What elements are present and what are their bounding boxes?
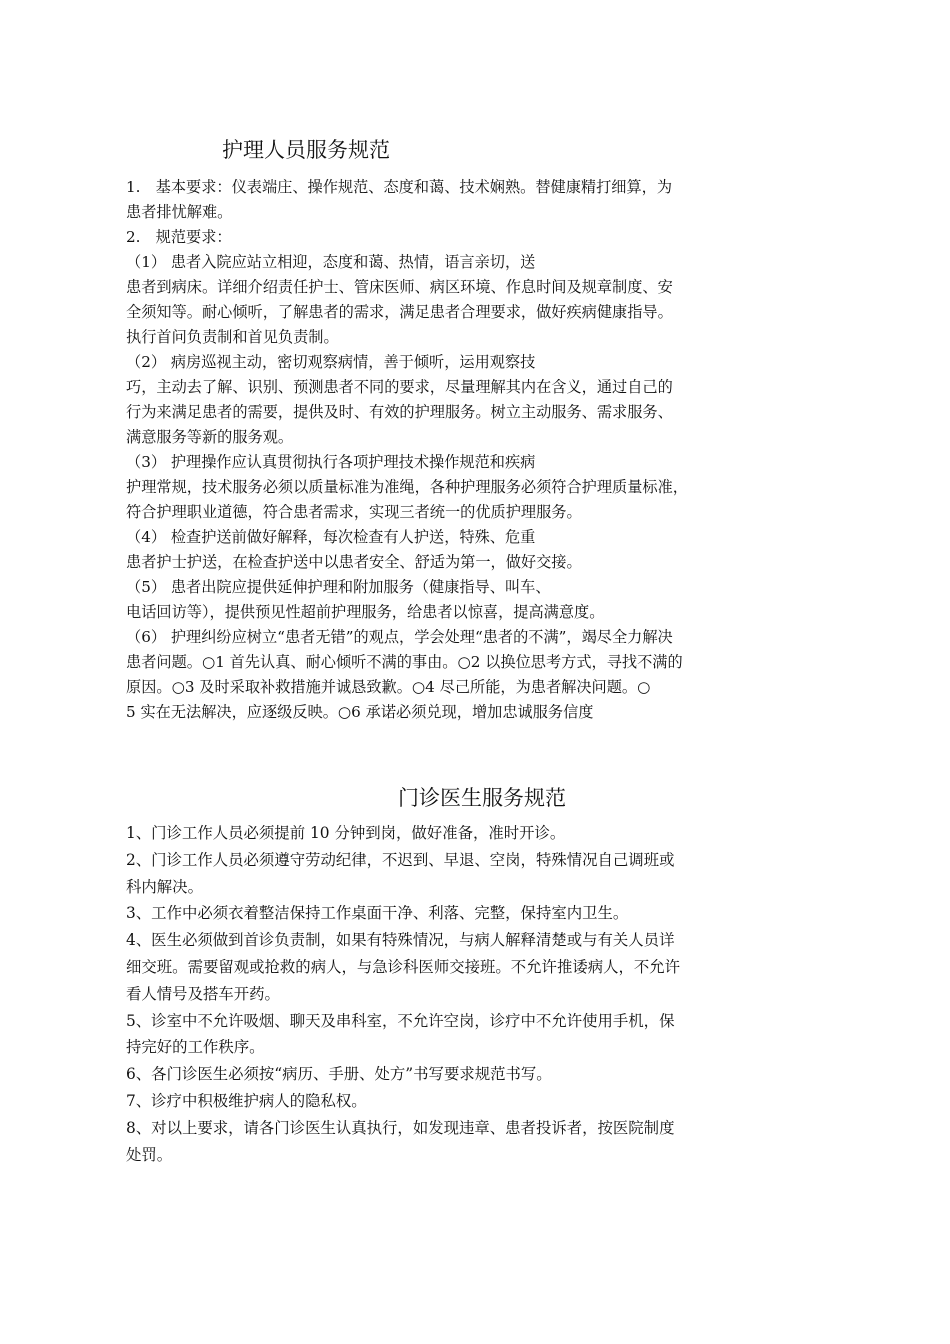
text-line: 满意服务等新的服务观。 [126, 428, 294, 446]
text-line: 2、门诊工作人员必须遵守劳动纪律，不迟到、早退、空岗，特殊情况自己调班或 [126, 850, 675, 869]
text-line: 5、诊室中不允许吸烟、聊天及串科室，不允许空岗，诊疗中不允许使用手机，保 [126, 1011, 675, 1030]
text-line: （2） 病房巡视主动，密切观察病情，善于倾听，运用观察技 [126, 353, 536, 371]
text-line: 患者问题。○1 首先认真、耐心倾听不满的事由。○2 以换位思考方式，寻找不满的 [126, 653, 683, 671]
text-line: 6、各门诊医生必须按“病历、手册、处方”书写要求规范书写。 [126, 1065, 552, 1084]
text-line: 巧，主动去了解、识别、预测患者不同的要求，尽量理解其内在含义，通过自己的 [126, 378, 673, 396]
text-line: 执行首问负责制和首见负责制。 [126, 328, 339, 346]
text-line: （6） 护理纠纷应树立“患者无错”的观点，学会处理“患者的不满”，竭尽全力解决 [126, 628, 673, 646]
text-line: 患者护士护送，在检查护送中以患者安全、舒适为第一，做好交接。 [126, 553, 582, 571]
text-line: 1. 基本要求：仪表端庄、操作规范、态度和蔼、技术娴熟。替健康精打细算，为 [126, 178, 673, 196]
text-line: 符合护理职业道德，符合患者需求，实现三者统一的优质护理服务。 [126, 503, 582, 521]
text-line: 2. 规范要求： [126, 228, 232, 246]
text-line: 看人情号及搭车开药。 [126, 984, 280, 1003]
nursing-standards-body [126, 175, 831, 725]
text-line: 行为来满足患者的需要，提供及时、有效的护理服务。树立主动服务、需求服务、 [126, 403, 673, 421]
section-title-nursing: 护理人员服务规范 [222, 138, 390, 162]
text-line: （3） 护理操作应认真贯彻执行各项护理技术操作规范和疾病 [126, 453, 536, 471]
section-title-outpatient: 门诊医生服务规范 [398, 786, 566, 810]
text-line: 1、门诊工作人员必须提前 10 分钟到岗，做好准备，准时开诊。 [126, 824, 566, 842]
text-line: 原因。○3 及时采取补救措施并诚恳致歉。○4 尽己所能，为患者解决问题。○ [126, 678, 651, 696]
text-line: 患者排忧解难。 [126, 203, 233, 221]
text-line: 3、工作中必须衣着整洁保持工作桌面干净、利落、完整，保持室内卫生。 [126, 904, 629, 923]
outpatient-standards-body [126, 820, 831, 1168]
text-line: 全须知等。耐心倾听，了解患者的需求，满足患者合理要求，做好疾病健康指导。 [126, 303, 673, 321]
text-line: 细交班。需要留观或抢救的病人，与急诊科医师交接班。不允许推诿病人，不允许 [126, 957, 681, 976]
text-line: （1） 患者入院应站立相迎，态度和蔼、热情，语言亲切，送 [126, 253, 536, 271]
text-line: 护理常规，技术服务必须以质量标准为准绳，各种护理服务必须符合护理质量标准， [126, 478, 688, 496]
text-line: 科内解决。 [126, 877, 203, 896]
text-line: 4、医生必须做到首诊负责制，如果有特殊情况，与病人解释清楚或与有关人员详 [126, 931, 675, 950]
text-line: 5 实在无法解决，应逐级反映。○6 承诺必须兑现，增加忠诚服务信度 [126, 703, 594, 721]
text-line: （4） 检查护送前做好解释，每次检查有人护送，特殊、危重 [126, 528, 536, 546]
text-line: 8、对以上要求，请各门诊医生认真执行，如发现违章、患者投诉者，按医院制度 [126, 1118, 675, 1137]
text-line: 7、诊疗中积极维护病人的隐私权。 [126, 1091, 367, 1110]
text-line: 持完好的工作秩序。 [126, 1038, 265, 1057]
text-line: 患者到病床。详细介绍责任护士、管床医师、病区环境、作息时间及规章制度、安 [126, 278, 673, 296]
text-line: 处罚。 [126, 1145, 173, 1164]
text-line: （5） 患者出院应提供延伸护理和附加服务（健康指导、叫车、 [126, 578, 551, 596]
text-line: 电话回访等），提供预见性超前护理服务，给患者以惊喜，提高满意度。 [126, 603, 605, 621]
